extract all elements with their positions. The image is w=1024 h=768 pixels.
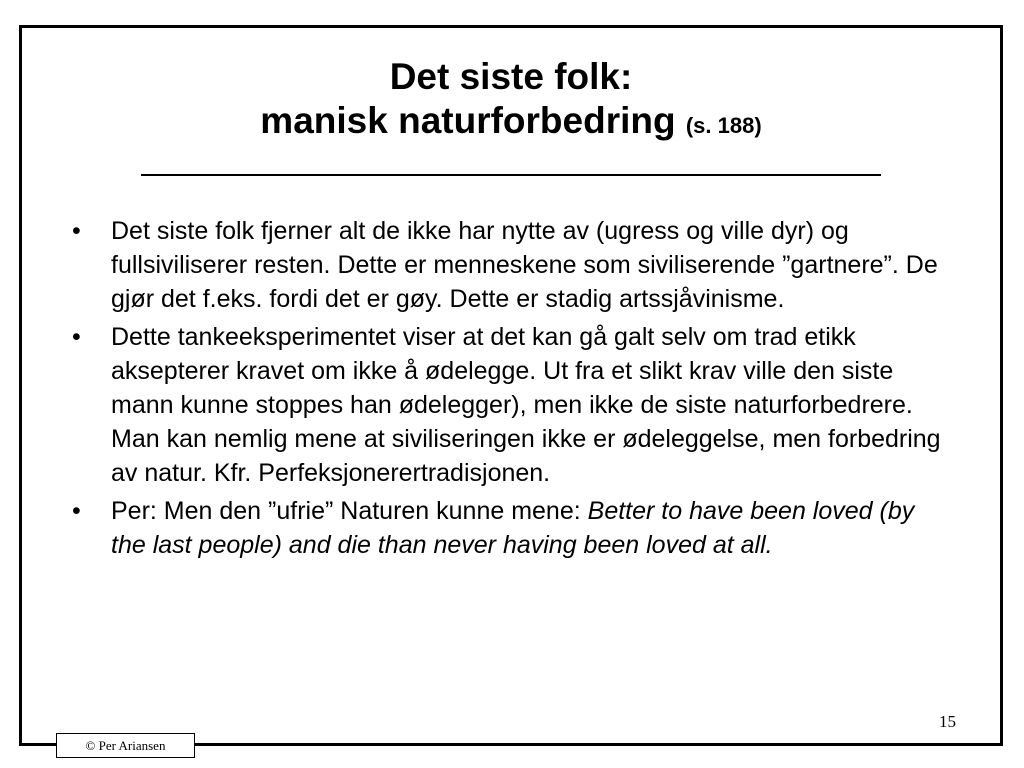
bullet-list [72, 214, 942, 566]
copyright-notice: © Per Ariansen [56, 733, 195, 758]
title-page-reference: (s. 188) [685, 113, 762, 138]
bullet-text: Dette tankeeksperimentet viser at det kan gå galt selv om trad etikk aksepterer kravet om ikke å ødelegge. Ut fra et slikt krav ville den siste mann kunne stoppes han ødelegger), men ikke de siste naturforbedrere. Man kan nemlig mene at siviliseringen ikke er ødeleggelse, men forbedring av natur. Kfr. Perfeksjonerertradisjonen. [111, 323, 941, 487]
bullet-marker: • [72, 497, 81, 525]
bullet-item-2 [72, 320, 942, 490]
bullet-text: Per: Men den ”ufrie” Naturen kunne mene: [111, 497, 588, 525]
title-divider [141, 174, 881, 176]
bullet-item-3 [72, 494, 942, 562]
page-number: 15 [939, 712, 956, 731]
bullet-text: Det siste folk fjerner alt de ikke har nytte av (ugress og ville dyr) og fullsiviliserer resten. Dette er menneskene som siviliserende ”gartnere”. De gjør det f.eks. fordi det er gøy. Dette er stadig artssjåvinisme. [111, 217, 938, 313]
slide-frame [19, 25, 1003, 746]
title-line-2: manisk naturforbedring [260, 100, 676, 141]
bullet-marker: • [72, 217, 81, 245]
title-line-1: Det siste folk: [389, 56, 633, 97]
slide-title [22, 55, 1000, 148]
bullet-marker: • [72, 323, 81, 351]
bullet-quote: Better to have been loved (by the last people) and die than never having been loved at all. [111, 497, 915, 559]
bullet-item-1 [72, 214, 942, 316]
